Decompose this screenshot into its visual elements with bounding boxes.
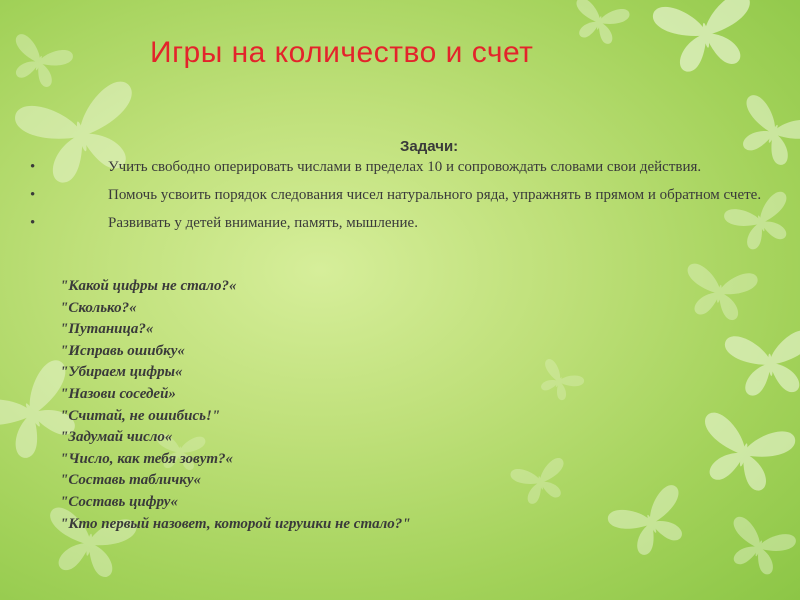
game-item: "Назови соседей»	[60, 385, 176, 402]
butterfly-shape	[721, 515, 798, 580]
bullet-icon: •	[30, 187, 36, 203]
butterfly-shape	[724, 330, 800, 398]
game-item: "Составь цифру«	[60, 493, 178, 510]
game-item: "Кто первый назовет, которой игрушки не стало?"	[60, 515, 411, 532]
butterfly-shape	[568, 0, 631, 48]
butterfly-shape	[509, 457, 572, 508]
games-list	[60, 276, 411, 535]
game-item: "Число, как тебя зовут?«	[60, 450, 234, 467]
game-item: "Сколько?«	[60, 299, 137, 316]
game-item: "Путаница?«	[60, 321, 154, 338]
butterfly-shape	[691, 411, 797, 497]
game-item: "Какой цифры не стало?«	[60, 278, 237, 294]
game-item: "Задумай число«	[60, 429, 173, 446]
butterfly-shape	[4, 32, 75, 92]
task-item	[30, 186, 770, 205]
butterfly-shape	[651, 0, 760, 76]
task-text: Развивать у детей внимание, память, мышление.	[108, 215, 418, 231]
task-text: Учить свободно оперировать числами в пределах 10 и сопровождать словами свои действия.	[108, 159, 702, 175]
game-item: "Убираем цифры«	[60, 364, 183, 381]
tasks-list	[30, 158, 770, 242]
tasks-heading: Задачи:	[400, 138, 459, 155]
butterfly-shape	[606, 483, 698, 563]
bullet-icon: •	[30, 215, 36, 231]
game-item: "Считай, не ошибись!"	[60, 407, 221, 424]
game-item: "Составь табличку«	[60, 472, 202, 489]
butterfly-shape	[533, 358, 586, 406]
task-item	[30, 214, 770, 233]
task-text: Помочь усвоить порядок следования чисел натурального ряда, упражнять в прямом и обратном счете.	[108, 187, 762, 203]
butterfly-shape	[680, 262, 758, 323]
game-item: "Исправь ошибку«	[60, 342, 185, 359]
slide-title: Игры на количество и счет	[150, 36, 534, 69]
task-item	[30, 158, 770, 177]
bullet-icon: •	[30, 159, 36, 175]
